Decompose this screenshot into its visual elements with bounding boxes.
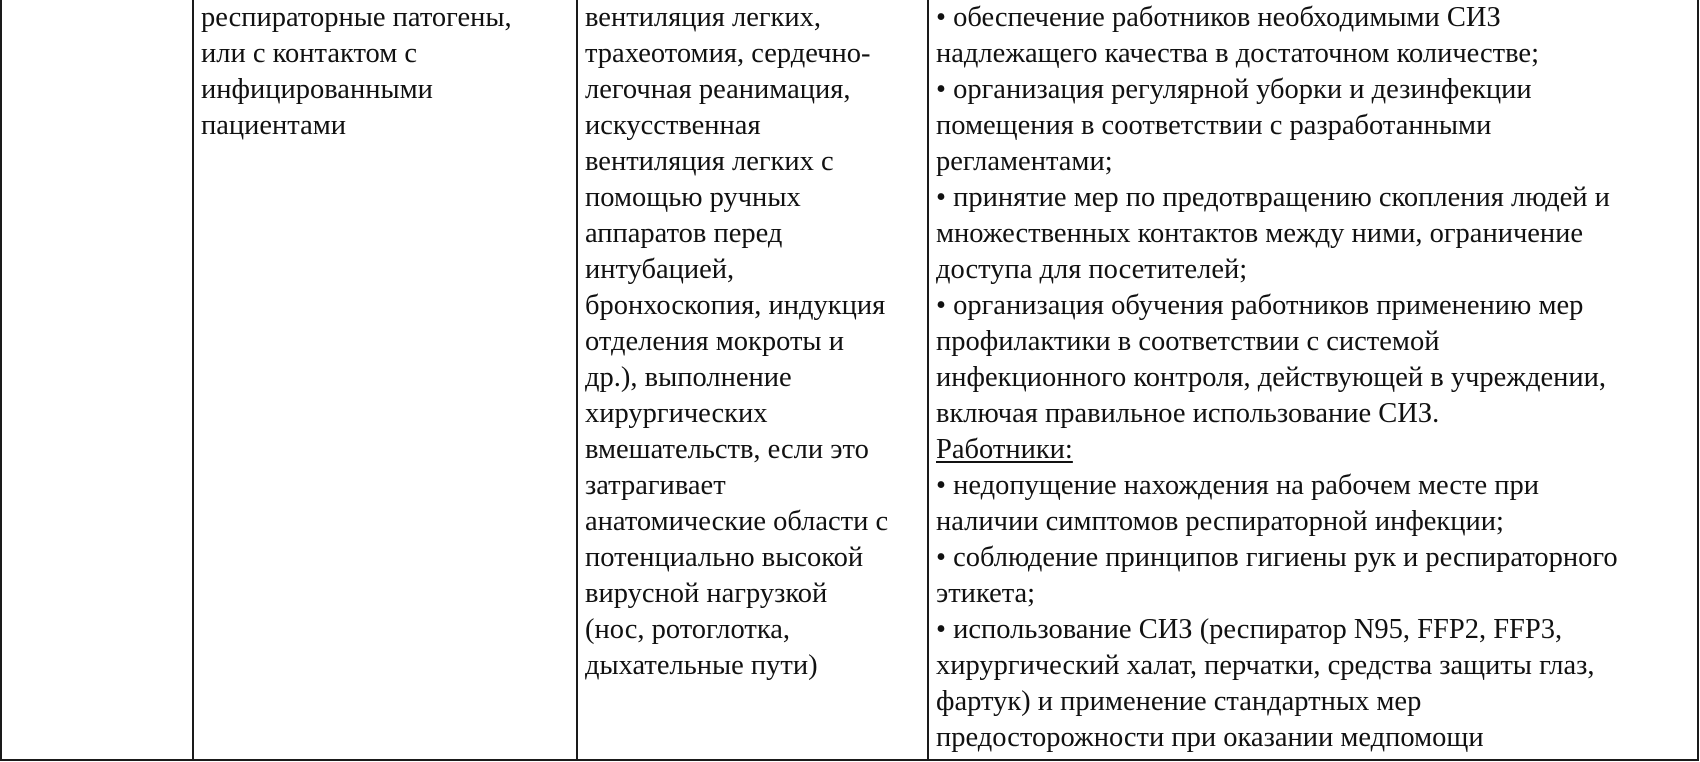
text-line: профилактики в соответствии с системой (936, 326, 1440, 357)
text-line: надлежащего качества в достаточном количестве; (936, 38, 1539, 69)
text-line: вмешательств, если это (585, 434, 869, 465)
text-line: • недопущение нахождения на рабочем месте при (936, 470, 1540, 501)
text-line: множественных контактов между ними, ограничение (936, 218, 1584, 249)
table-cell-empty (1, 0, 193, 760)
text-line: трахеотомия, сердечно- (585, 38, 871, 69)
section-heading-workers: Работники: (936, 434, 1073, 465)
text-line: инфицированными (201, 74, 433, 105)
text-line: наличии симптомов респираторной инфекции; (936, 506, 1504, 537)
text-line: инфекционного контроля, действующей в учреждении, (936, 362, 1607, 393)
text-line: • обеспечение работников необходимыми СИЗ (936, 2, 1501, 33)
text-line: хирургических (585, 398, 768, 429)
text-line: хирургический халат, перчатки, средства защиты глаз, (936, 650, 1595, 681)
text-line: помощью ручных (585, 182, 801, 213)
text-line: потенциально высокой (585, 542, 864, 573)
text-line: включая правильное использование СИЗ. (936, 398, 1440, 429)
text-line: • организация обучения работников применению мер (936, 290, 1584, 321)
table-cell-measures (928, 0, 1698, 760)
text-line: помещения в соответствии с разработанными (936, 110, 1492, 141)
text-line: регламентами; (936, 146, 1113, 177)
text-line: или с контактом с (201, 38, 418, 69)
cell-text-procedures (578, 0, 927, 684)
text-line: аппаратов перед (585, 218, 783, 249)
text-line: предосторожности при оказании медпомощи (936, 722, 1484, 753)
text-line: легочная реанимация, (585, 74, 851, 105)
text-line: • использование СИЗ (респиратор N95, FFP2, FFP3, (936, 614, 1563, 645)
cell-text-risk-group (194, 0, 576, 144)
text-line: респираторные патогены, (201, 2, 512, 33)
text-line: дыхательные пути) (585, 650, 818, 681)
text-line: (нос, ротоглотка, (585, 614, 791, 645)
text-line: • принятие мер по предотвращению скопления людей и (936, 182, 1610, 213)
text-line: доступа для посетителей; (936, 254, 1248, 285)
text-line: искусственная (585, 110, 761, 141)
text-line: • соблюдение принципов гигиены рук и респираторного (936, 542, 1618, 573)
text-line: этикета; (936, 578, 1036, 609)
table-row (1, 0, 1698, 760)
text-line: бронхоскопия, индукция (585, 290, 886, 321)
text-line: вентиляция легких, (585, 2, 822, 33)
text-line: фартук) и применение стандартных мер (936, 686, 1422, 717)
text-line: отделения мокроты и (585, 326, 844, 357)
text-line: вирусной нагрузкой (585, 578, 828, 609)
text-line: • организация регулярной уборки и дезинфекции (936, 74, 1532, 105)
table-cell-procedures (577, 0, 928, 760)
cell-text-measures (929, 0, 1697, 756)
text-line: др.), выполнение (585, 362, 792, 393)
text-line: затрагивает (585, 470, 726, 501)
table-cell-risk-group (193, 0, 577, 760)
text-line: анатомические области с (585, 506, 889, 537)
text-line: пациентами (201, 110, 347, 141)
text-line: вентиляция легких с (585, 146, 834, 177)
text-line: интубацией, (585, 254, 735, 285)
